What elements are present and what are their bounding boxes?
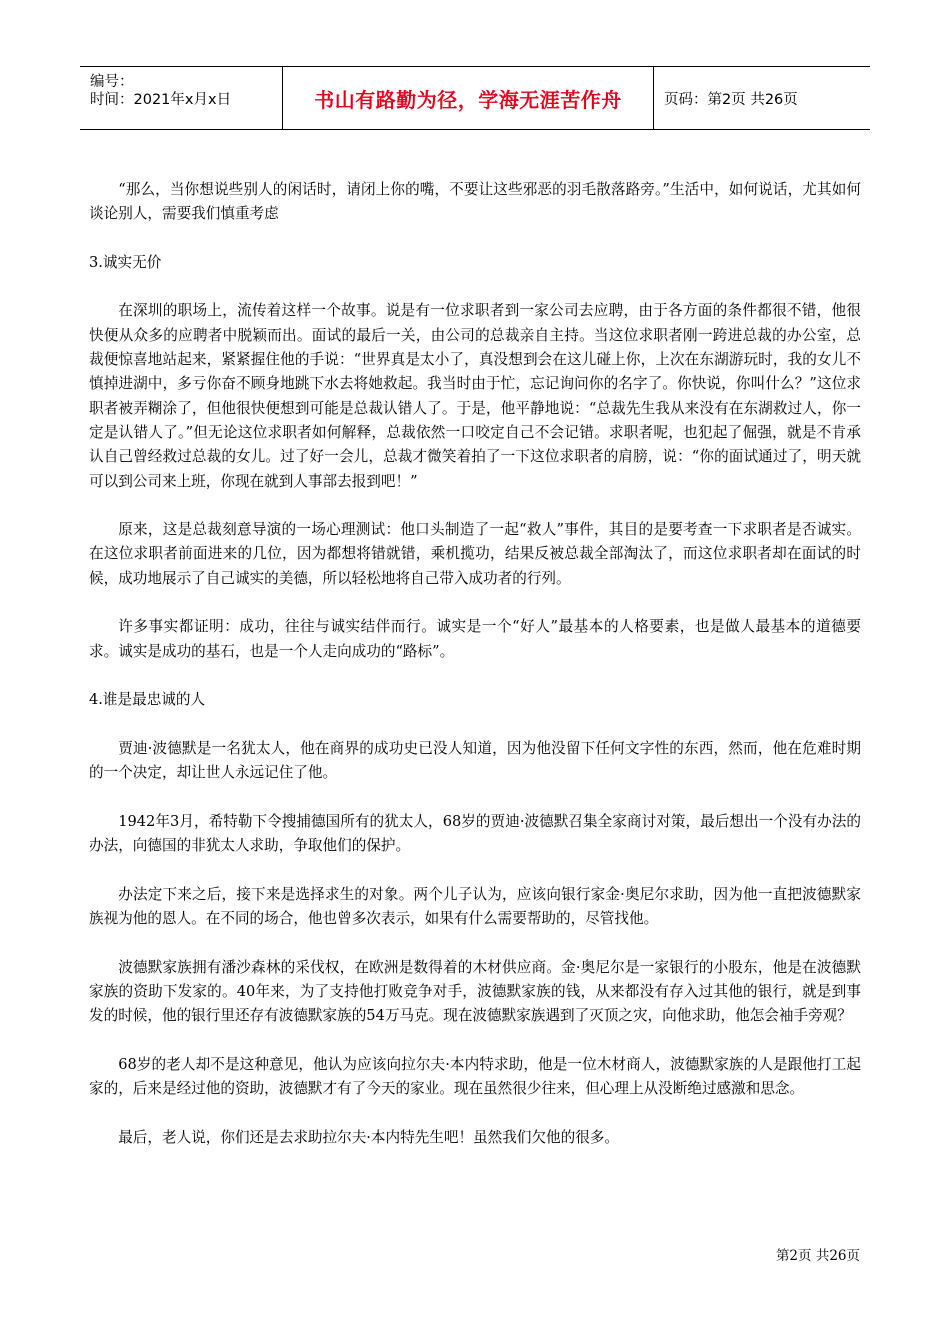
header-motto-cell [282,67,654,129]
page-footer-number: 第2页 共26页 [775,1248,860,1264]
paragraph: 原来，这是总裁刻意导演的一场心理测试：他口头制造了一起“救人”事件，其目的是要考查一下求职者是否诚实。在这位求职者前面进来的几位，因为都想将错就错，乘机揽功，结果反被总裁全部淘汰了，而这位求职者却在面试的时候，成功地展示了自己诚实的美德，所以轻松地将自己带入成功者的行列。 [89,521,861,587]
paragraph: 最后，老人说，你们还是去求助拉尔夫·本内特先生吧！虽然我们欠他的很多。 [118,1128,620,1146]
paragraph: 办法定下来之后，接下来是选择求生的对象。两个儿子认为，应该向银行家金·奥尼尔求助，因为他一直把波德默家族视为他的恩人。在不同的场合，他也曾多次表示，如果有什么需要帮助的，尽管找他。 [89,885,861,927]
document-number-label: 编号： [90,74,134,90]
header-motto: 书山有路勤为径，学海无涯苦作舟 [314,87,622,112]
page-header [80,66,870,130]
section-heading: 4.谁是最忠诚的人 [89,691,206,709]
paragraph: 在深圳的职场上，流传着这样一个故事。说是有一位求职者到一家公司去应聘，由于各方面的条件都很不错，他很快便从众多的应聘者中脱颖而出。面试的最后一关，由公司的总裁亲自主持。当这位求职者刚一跨进总裁的办公室，总裁便惊喜地站起来，紧紧握住他的手说：“世界真是太小了，真没想到会在这儿碰上你，上次在东湖游玩时，我的女儿不慎掉进湖中，多亏你奋不顾身地跳下水去将她救起。我当时由于忙，忘记询问你的名字了。你快说，你叫什么？”这位求职者被弄糊涂了，但他很快便想到可能是总裁认错人了。于是，他平静地说：“总裁先生我从来没有在东湖救过人，你一定是认错人了。”但无论这位求职者如何解释，总裁依然一口咬定自己不会记错。求职者呢，也犯起了倔强，就是不肯承认自己曾经救过总裁的女儿。过了好一会儿，总裁才微笑着拍了一下这位求职者的肩膀，说：“你的面试通过了，明天就可以到公司来上班，你现在就到人事部去报到吧！” [89,302,861,490]
header-meta [80,67,282,129]
paragraph: 贾迪·波德默是一名犹太人，他在商界的成功史已没人知道，因为他没留下任何文字性的东西，然而，他在危难时期的一个决定，却让世人永远记住了他。 [89,739,861,782]
header-page-info: 页码：第2页 共26页 [664,91,798,108]
section-heading: 3.诚实无价 [89,253,162,271]
paragraph: 1942年3月，希特勒下令搜捕德国所有的犹太人，68岁的贾迪·波德默召集全家商讨对策，最后想出一个没有办法的办法，向德国的非犹太人求助，争取他们的保护。 [89,812,861,855]
paragraph: “那么，当你想说些别人的闲话时，请闭上你的嘴，不要让这些邪恶的羽毛散落路旁。”生活中，如何说话，尤其如何谈论别人，需要我们慎重考虑 [89,181,861,223]
paragraph: 波德默家族拥有潘沙森林的采伐权，在欧洲是数得着的木材供应商。金·奥尼尔是一家银行的小股东，他是在波德默家族的资助下发家的。40年来，为了支持他打败竞争对手，波德默家族的钱，从来都没有存入过其他的银行，就是到事发的时候，他的银行里还存有波德默家族的54万马克。现在波德默家族遇到了灭顶之灾，向他求助，他怎会袖手旁观？ [89,958,861,1025]
document-time-label: 时间：2021年x月x日 [90,92,232,108]
paragraph: 68岁的老人却不是这种意见，他认为应该向拉尔夫·本内特求助，他是一位木材商人，波德默家族的人是跟他打工起家的，后来是经过他的资助，波德默才有了今天的家业。现在虽然很少往来，但心理上从没断绝过感激和思念。 [89,1055,861,1097]
paragraph: 许多事实都证明：成功，往往与诚实结伴而行。诚实是一个“好人”最基本的人格要素，也是做人最基本的道德要求。诚实是成功的基石，也是一个人走向成功的“路标”。 [89,618,861,660]
document-body [89,178,861,1174]
